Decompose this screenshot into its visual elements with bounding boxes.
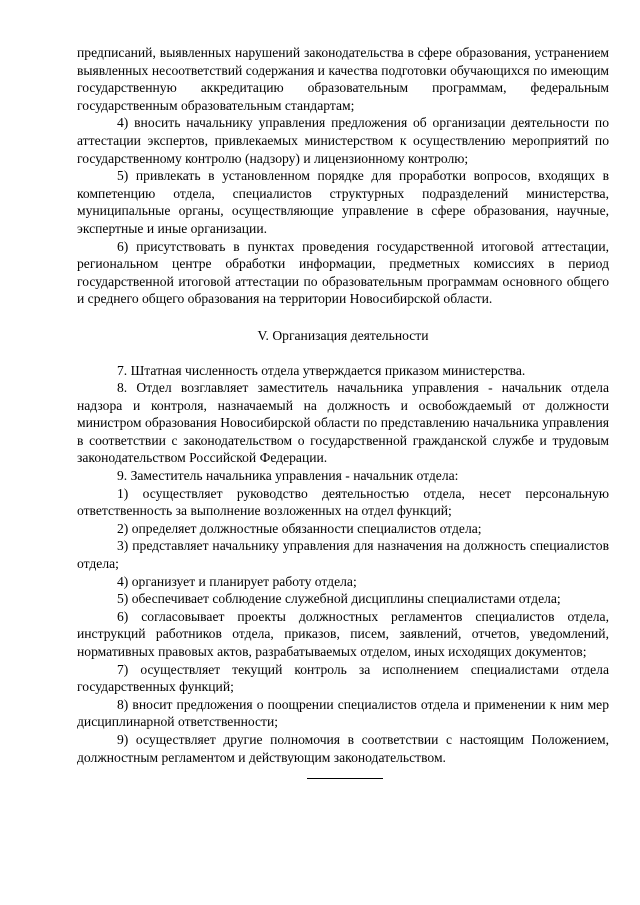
list-item-4: 4) вносить начальнику управления предложения об организации деятельности по аттестации экспертов, привлекаемых министерством к осуществлению мероприятий по государственному контролю (надзору) и лицензионному контролю; xyxy=(77,115,609,166)
duty-item-3: 3) представляет начальнику управления для назначения на должность специалистов отдела; xyxy=(77,538,609,572)
paragraph-9: 9. Заместитель начальника управления - начальник отдела: xyxy=(117,468,459,484)
section-heading: V. Организация деятельности xyxy=(257,327,429,343)
list-item-5: 5) привлекать в установленном порядке для проработки вопросов, входящих в компетенцию отдела, специалистов структурных подразделений министерства, муниципальные органы, осуществляющие управление в сфере образования, научные, экспертные и иные организации. xyxy=(77,168,609,236)
duty-item-5: 5) обеспечивает соблюдение служебной дисциплины специалистами отдела; xyxy=(117,591,561,607)
paragraph-7: 7. Штатная численность отдела утверждается приказом министерства. xyxy=(117,362,526,378)
paragraph-continuation: предписаний, выявленных нарушений законодательства в сфере образования, устранением выявленных несоответствий содержания и качества подготовки обучающихся по имеющим государственную аккредитацию образовательным программам, федеральным государственным образовательным стандартам; xyxy=(77,45,609,113)
duty-item-2: 2) определяет должностные обязанности специалистов отдела; xyxy=(117,520,482,536)
list-item-6: 6) присутствовать в пунктах проведения государственной итоговой аттестации, региональном центре обработки информации, предметных комиссиях в период государственной итоговой аттестации по образовательным программам основного общего и среднего общего образования на территории Новосибирской области. xyxy=(77,238,609,307)
document-body xyxy=(77,44,609,779)
duty-item-1: 1) осуществляет руководство деятельностью отдела, несет персональную ответственность за выполнение возложенных на отдел функций; xyxy=(77,485,609,519)
duty-item-8: 8) вносит предложения о поощрении специалистов отдела и применении к ним мер дисциплинарной ответственности; xyxy=(77,696,609,730)
duty-item-4: 4) организует и планирует работу отдела; xyxy=(117,573,357,589)
duty-item-7: 7) осуществляет текущий контроль за исполнением специалистами отдела государственных функций; xyxy=(77,661,609,695)
duty-item-9: 9) осуществляет другие полномочия в соответствии с настоящим Положением, должностным регламентом и действующим законодательством. xyxy=(77,731,609,765)
paragraph-8: 8. Отдел возглавляет заместитель начальника управления - начальник отдела надзора и контроля, назначаемый на должность и освобождаемый от должности министром образования Новосибирской области по представлению начальника управления в соответствии с законодательством о государственной гражданской службе и трудовым законодательством Российской Федерации. xyxy=(77,380,609,466)
end-divider xyxy=(307,778,383,779)
duty-item-6: 6) согласовывает проекты должностных регламентов специалистов отдела, инструкций работников отдела, приказов, писем, заявлений, отчетов, уведомлений, нормативных правовых актов, разрабатываемых отделом, иных исходящих документов; xyxy=(77,608,609,659)
